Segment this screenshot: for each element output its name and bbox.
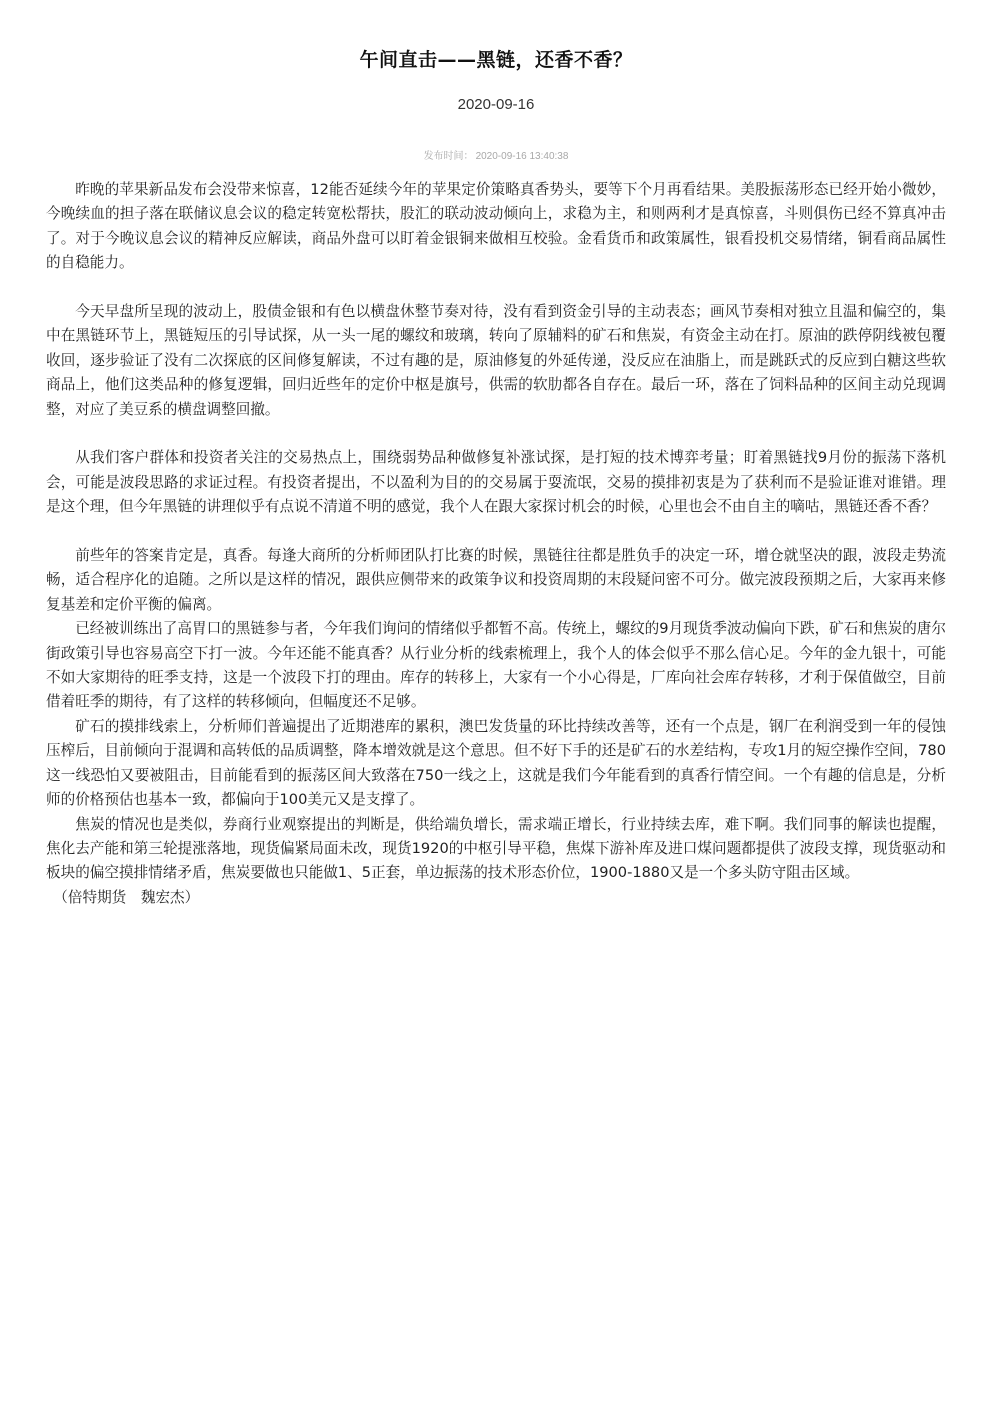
paragraph: 前些年的答案肯定是，真香。每逢大商所的分析师团队打比赛的时候，黑链往往都是胜负手的决定一环，增仓就坚决的跟，波段走势流畅，适合程序化的追随。之所以是这样的情况，跟供应侧带来的政策争议和投资周期的末段疑问密不可分。做完波段预期之后，大家再来修复基差和定价平衡的偏离。 (46, 547, 946, 613)
publish-time: 2020-09-16 13:40:38 (475, 151, 569, 162)
publish-info (0, 150, 992, 164)
publish-label: 发布时间： (423, 151, 474, 162)
paragraph: 矿石的摸排线索上，分析师们普遍提出了近期港库的累积，澳巴发货量的环比持续改善等，还有一个点是，钢厂在利润受到一年的侵蚀压榨后，目前倾向于混调和高转低的品质调整，降本增效就是这个意思。但不好下手的还是矿石的水差结构，专攻1月的短空操作空间，780这一线恐怕又要被阻击，目前能看到的振荡区间大致落在750一线之上，这就是我们今年能看到的真香行情空间。一个有趣的信息是，分析师的价格预估也基本一致，都偏向于100美元又是支撑了。 (46, 717, 946, 809)
article-date: 2020-09-16 (457, 96, 535, 113)
article-body (46, 178, 946, 910)
paragraph: 已经被训练出了高胃口的黑链参与者，今年我们询问的情绪似乎都暂不高。传统上，螺纹的9月现货季波动偏向下跌，矿石和焦炭的唐尔街政策引导也容易高空下打一波。今年还能不能真香？从行业分析的线索梳理上，我个人的体会似乎不那么信心足。今年的金九银十，可能不如大家期待的旺季支持，这是一个波段下打的理由。库存的转移上，大家有一个小心得是，厂库向社会库存转移，才利于保值做空，目前借着旺季的期待，有了这样的转移倾向，但幅度还不足够。 (46, 620, 946, 711)
paragraph: 今天早盘所呈现的波动上，股债金银和有色以横盘休整节奏对待，没有看到资金引导的主动表态；画风节奏相对独立且温和偏空的，集中在黑链环节上，黑链短压的引导试探，从一头一尾的螺纹和玻璃，转向了原辅料的矿石和焦炭，有资金主动在打。原油的跌停阴线被包覆收回，逐步验证了没有二次探底的区间修复解读，不过有趣的是，原油修复的外延传递，没反应在油脂上，而是跳跃式的反应到白糖这些软商品上，他们这类品种的修复逻辑，回归近些年的定价中枢是旗号，供需的软肋都各自存在。最后一环，落在了饲料品种的区间主动兑现调整，对应了美豆系的横盘调整回撤。 (46, 303, 946, 418)
author-signature: （倍特期货 魏宏杰） (53, 888, 200, 906)
paragraph: 焦炭的情况也是类似，券商行业观察提出的判断是，供给端负增长，需求端正增长，行业持续去库，难下啊。我们同事的解读也提醒，焦化去产能和第三轮提涨落地，现货偏紧局面未改，现货1920的中枢引导平稳，焦煤下游补库及进口煤问题都提供了波段支撑，现货驱动和板块的偏空摸排情绪矛盾，焦炭要做也只能做1、5正套，单边振荡的技术形态价位，1900-1880又是一个多头防守阻击区域。 (46, 815, 946, 882)
article-title: 午间直击——黑链，还香不香？ (359, 49, 633, 71)
paragraph: 从我们客户群体和投资者关注的交易热点上，围绕弱势品种做修复补涨试探，是打短的技术博弈考量；盯着黑链找9月份的振荡下落机会，可能是波段思路的求证过程。有投资者提出，不以盈利为目的的交易属于耍流氓，交易的摸排初衷是为了获利而不是验证谁对谁错。理是这个理，但今年黑链的讲理似乎有点说不清道不明的感觉，我个人在跟大家探讨机会的时候，心里也会不由自主的嘀咕，黑链还香不香？ (46, 449, 946, 516)
paragraph: 昨晚的苹果新品发布会没带来惊喜，12能否延续今年的苹果定价策略真香势头，要等下个月再看结果。美股振荡形态已经开始小微妙，今晚续血的担子落在联储议息会议的稳定转宽松帮扶，股汇的联动波动倾向上，求稳为主，和则两利才是真惊喜，斗则俱伤已经不算真冲击了。对于今晚议息会议的精神反应解读，商品外盘可以盯着金银铜来做相互校验。金看货币和政策属性，银看投机交易情绪，铜看商品属性的自稳能力。 (46, 181, 946, 272)
